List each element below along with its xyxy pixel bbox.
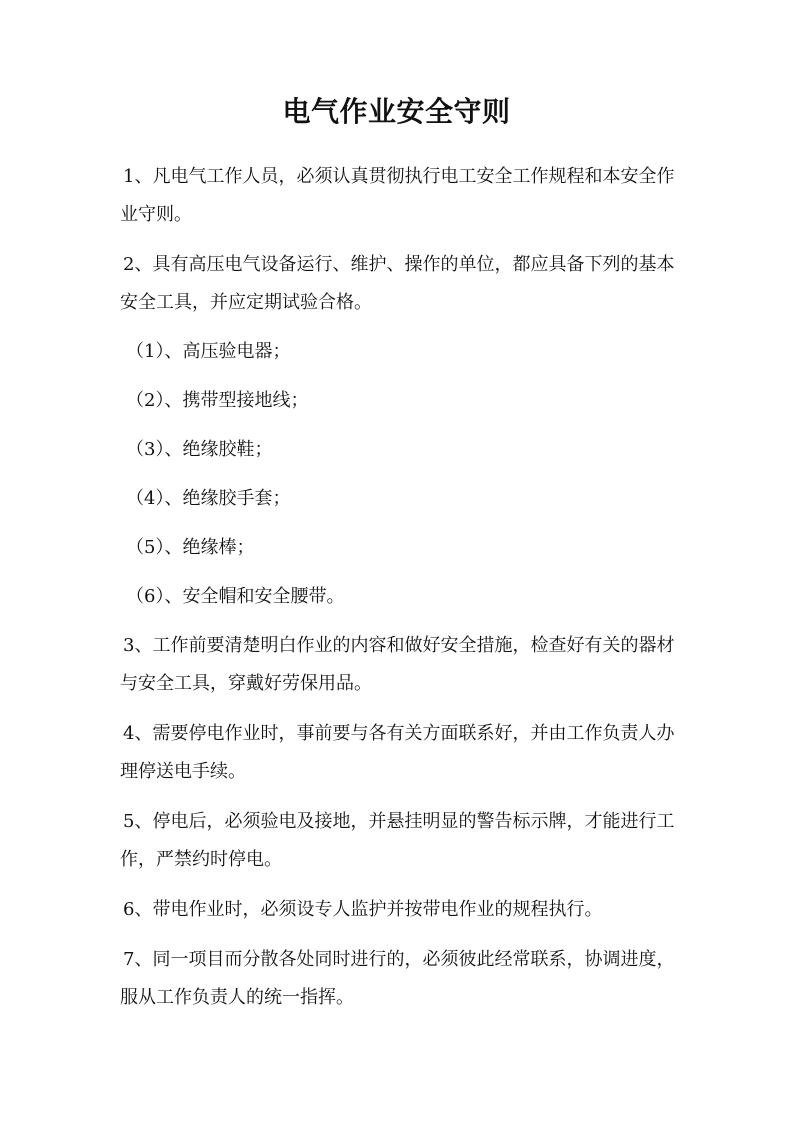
rule-paragraph-3: 3、工作前要清楚明白作业的内容和做好安全措施，检查好有关的器材与安全工具，穿戴好劳保用品。	[120, 635, 675, 694]
tool-item-5: （5）、绝缘棒；	[126, 537, 255, 558]
rule-paragraph-1: 1、凡电气工作人员，必须认真贯彻执行电工安全工作规程和本安全作业守则。	[120, 166, 675, 225]
rule-paragraph-6: 6、带电作业时，必须设专人监护并按带电作业的规程执行。	[123, 899, 603, 920]
rule-paragraph-4: 4、需要停电作业时，事前要与各有关方面联系好，并由工作负责人办理停送电手续。	[120, 723, 675, 782]
rule-paragraph-5: 5、停电后，必须验电及接地，并悬挂明显的警告标示牌，才能进行工作，严禁约时停电。	[120, 811, 675, 870]
tool-item-6: （6）、安全帽和安全腰带。	[126, 586, 345, 607]
document-body	[120, 158, 680, 1029]
rule-paragraph-2: 2、具有高压电气设备运行、维护、操作的单位，都应具备下列的基本安全工具，并应定期试验合格。	[120, 254, 675, 313]
tool-item-1: （1）、高压验电器；	[126, 341, 291, 362]
document-title: 电气作业安全守则	[282, 95, 511, 128]
rule-paragraph-7: 7、同一项目而分散各处同时进行的，必须彼此经常联系，协调进度，服从工作负责人的统一指挥。	[120, 949, 675, 1008]
tool-item-2: （2）、携带型接地线；	[126, 390, 309, 411]
tool-item-3: （3）、绝缘胶鞋；	[126, 439, 273, 460]
tool-item-4: （4）、绝缘胶手套；	[126, 488, 291, 509]
